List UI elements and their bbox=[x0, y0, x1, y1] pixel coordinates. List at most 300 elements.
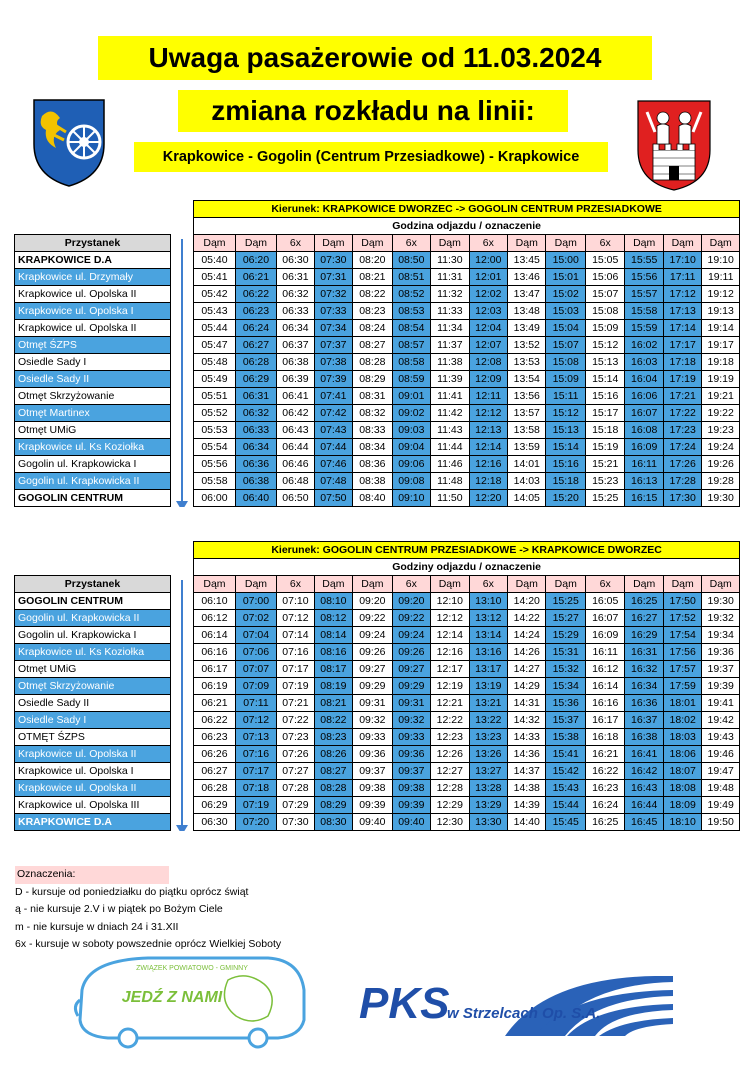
stop-name: Osiedle Sady II bbox=[15, 371, 171, 388]
departure-time: 13:59 bbox=[508, 439, 546, 456]
departure-time: 16:04 bbox=[625, 371, 663, 388]
departure-time: 15:16 bbox=[585, 388, 624, 405]
departure-time: 19:37 bbox=[702, 661, 740, 678]
logo-right-sub-text: w Strzelcach Op. S.A. bbox=[447, 1005, 601, 1022]
departure-time: 08:38 bbox=[353, 473, 392, 490]
departure-time: 07:44 bbox=[314, 439, 352, 456]
legend bbox=[15, 866, 281, 954]
departure-time: 05:47 bbox=[194, 337, 236, 354]
departure-time: 07:41 bbox=[314, 388, 352, 405]
departure-time: 08:40 bbox=[353, 490, 392, 507]
departure-time: 19:50 bbox=[702, 814, 740, 831]
departure-time: 16:11 bbox=[585, 644, 624, 661]
stop-name: Gogolin ul. Krapkowicka I bbox=[15, 627, 171, 644]
departure-time: 05:51 bbox=[194, 388, 236, 405]
departure-time: 12:11 bbox=[469, 388, 507, 405]
departure-time: 16:09 bbox=[585, 627, 624, 644]
departure-time: 08:52 bbox=[392, 286, 430, 303]
departure-time: 15:07 bbox=[585, 286, 624, 303]
departure-time: 13:10 bbox=[469, 593, 507, 610]
departure-time: 08:24 bbox=[353, 320, 392, 337]
stop-name: Gogolin ul. Krapkowicka I bbox=[15, 456, 171, 473]
departure-time: 17:17 bbox=[663, 337, 701, 354]
departure-time: 12:10 bbox=[431, 593, 469, 610]
departure-time: 15:36 bbox=[546, 695, 585, 712]
departure-time: 09:20 bbox=[392, 593, 430, 610]
timetable-outbound bbox=[14, 200, 740, 507]
direction-header: Kierunek: KRAPKOWICE DWORZEC -> GOGOLIN CENTRUM PRZESIADKOWE bbox=[194, 201, 740, 218]
departure-time: 12:07 bbox=[469, 337, 507, 354]
departure-time: 12:22 bbox=[431, 712, 469, 729]
table-row bbox=[15, 780, 740, 797]
departure-time: 06:38 bbox=[235, 473, 277, 490]
departure-time: 18:09 bbox=[663, 797, 701, 814]
departure-time: 16:41 bbox=[625, 746, 663, 763]
table-row bbox=[15, 456, 740, 473]
departure-time: 17:14 bbox=[663, 320, 701, 337]
departure-time: 07:04 bbox=[235, 627, 277, 644]
departure-time: 15:23 bbox=[585, 473, 624, 490]
departure-time: 05:54 bbox=[194, 439, 236, 456]
departure-time: 06:41 bbox=[277, 388, 314, 405]
departure-time: 13:19 bbox=[469, 678, 507, 695]
table-row bbox=[15, 712, 740, 729]
departure-time: 13:48 bbox=[508, 303, 546, 320]
departure-time: 11:44 bbox=[431, 439, 469, 456]
departure-time: 15:06 bbox=[585, 269, 624, 286]
departure-time: 16:06 bbox=[625, 388, 663, 405]
departure-time: 17:52 bbox=[663, 610, 701, 627]
departure-time: 19:49 bbox=[702, 797, 740, 814]
departure-time: 06:10 bbox=[194, 593, 236, 610]
departure-time: 08:59 bbox=[392, 371, 430, 388]
departure-time: 09:39 bbox=[392, 797, 430, 814]
departure-time: 06:33 bbox=[235, 422, 277, 439]
course-marker: Dąm bbox=[314, 576, 352, 593]
course-marker: Dąm bbox=[353, 235, 392, 252]
departure-time: 19:43 bbox=[702, 729, 740, 746]
departure-time: 16:43 bbox=[625, 780, 663, 797]
departure-time: 06:48 bbox=[277, 473, 314, 490]
departure-time: 15:16 bbox=[546, 456, 585, 473]
stop-name: Krapkowice ul. Opolska I bbox=[15, 303, 171, 320]
departure-time: 19:30 bbox=[702, 490, 740, 507]
departure-time: 08:31 bbox=[353, 388, 392, 405]
departure-time: 12:28 bbox=[431, 780, 469, 797]
departure-time: 14:33 bbox=[508, 729, 546, 746]
departure-time: 13:14 bbox=[469, 627, 507, 644]
departure-time: 16:02 bbox=[625, 337, 663, 354]
departure-time: 12:03 bbox=[469, 303, 507, 320]
departure-time: 14:29 bbox=[508, 678, 546, 695]
course-marker: 6x bbox=[585, 235, 624, 252]
departure-time: 08:53 bbox=[392, 303, 430, 320]
departure-time: 08:50 bbox=[392, 252, 430, 269]
departure-time: 08:21 bbox=[314, 695, 352, 712]
departure-time: 06:30 bbox=[194, 814, 236, 831]
legend-item: D - kursuje od poniedziałku do piątku oprócz świąt bbox=[15, 885, 249, 898]
departure-time: 16:21 bbox=[585, 746, 624, 763]
departure-time: 05:44 bbox=[194, 320, 236, 337]
departure-time: 09:32 bbox=[392, 712, 430, 729]
timetable-return bbox=[14, 541, 740, 831]
course-marker: Dąm bbox=[194, 235, 236, 252]
departure-time: 07:18 bbox=[235, 780, 277, 797]
departure-time: 07:33 bbox=[314, 303, 352, 320]
departure-time: 15:37 bbox=[546, 712, 585, 729]
table-row bbox=[15, 371, 740, 388]
table-row bbox=[15, 405, 740, 422]
departure-time: 14:36 bbox=[508, 746, 546, 763]
departure-time: 14:40 bbox=[508, 814, 546, 831]
departure-time: 19:18 bbox=[702, 354, 740, 371]
departure-time: 19:48 bbox=[702, 780, 740, 797]
departure-time: 06:23 bbox=[235, 303, 277, 320]
departure-time: 08:14 bbox=[314, 627, 352, 644]
departure-time: 09:06 bbox=[392, 456, 430, 473]
departure-time: 06:00 bbox=[194, 490, 236, 507]
departure-time: 19:12 bbox=[702, 286, 740, 303]
departure-time: 16:08 bbox=[625, 422, 663, 439]
departure-time: 16:25 bbox=[585, 814, 624, 831]
course-marker: 6x bbox=[469, 235, 507, 252]
departure-time: 05:49 bbox=[194, 371, 236, 388]
departure-time: 18:08 bbox=[663, 780, 701, 797]
departure-time: 07:37 bbox=[314, 337, 352, 354]
departure-time: 11:41 bbox=[431, 388, 469, 405]
departure-time: 12:17 bbox=[431, 661, 469, 678]
departure-time: 11:39 bbox=[431, 371, 469, 388]
departure-time: 06:31 bbox=[277, 269, 314, 286]
course-marker: Dąm bbox=[235, 576, 277, 593]
departure-time: 11:48 bbox=[431, 473, 469, 490]
departure-time: 09:27 bbox=[392, 661, 430, 678]
departure-time: 12:12 bbox=[469, 405, 507, 422]
departure-time: 09:10 bbox=[392, 490, 430, 507]
departure-time: 06:50 bbox=[277, 490, 314, 507]
stop-name: Krapkowice ul. Opolska I bbox=[15, 763, 171, 780]
departure-time: 08:22 bbox=[314, 712, 352, 729]
departure-time: 09:38 bbox=[353, 780, 392, 797]
departure-time: 13:28 bbox=[469, 780, 507, 797]
departure-time: 12:23 bbox=[431, 729, 469, 746]
departure-time: 15:08 bbox=[546, 354, 585, 371]
down-arrow-icon bbox=[181, 239, 183, 503]
departure-time: 08:12 bbox=[314, 610, 352, 627]
departure-time: 13:17 bbox=[469, 661, 507, 678]
departure-time: 15:18 bbox=[585, 422, 624, 439]
departure-time: 06:12 bbox=[194, 610, 236, 627]
departure-time: 09:40 bbox=[353, 814, 392, 831]
departure-time: 19:32 bbox=[702, 610, 740, 627]
legend-item: 6x - kursuje w soboty powszednie oprócz Wielkiej Soboty bbox=[15, 938, 282, 950]
stop-name: Osiedle Sady I bbox=[15, 354, 171, 371]
departure-time: 14:03 bbox=[508, 473, 546, 490]
departure-time: 07:30 bbox=[314, 252, 352, 269]
departure-time: 13:54 bbox=[508, 371, 546, 388]
departure-time: 12:09 bbox=[469, 371, 507, 388]
departure-time: 13:12 bbox=[469, 610, 507, 627]
departure-time: 13:16 bbox=[469, 644, 507, 661]
departure-time: 08:51 bbox=[392, 269, 430, 286]
direction-arrow bbox=[170, 576, 193, 831]
departure-time: 17:59 bbox=[663, 678, 701, 695]
departure-time: 17:54 bbox=[663, 627, 701, 644]
departure-time: 16:36 bbox=[625, 695, 663, 712]
direction-arrow bbox=[170, 235, 193, 507]
departure-time: 09:36 bbox=[353, 746, 392, 763]
departure-time: 19:26 bbox=[702, 456, 740, 473]
departure-time: 16:18 bbox=[585, 729, 624, 746]
departure-time: 17:19 bbox=[663, 371, 701, 388]
departure-time: 16:17 bbox=[585, 712, 624, 729]
departure-time: 07:14 bbox=[277, 627, 314, 644]
departure-time: 09:31 bbox=[392, 695, 430, 712]
table-row bbox=[15, 252, 740, 269]
departure-time: 06:30 bbox=[277, 252, 314, 269]
departure-time: 09:22 bbox=[392, 610, 430, 627]
departure-time: 15:58 bbox=[625, 303, 663, 320]
departure-time: 13:57 bbox=[508, 405, 546, 422]
stop-name: Otmęt Skrzyżowanie bbox=[15, 388, 171, 405]
departure-time: 15:09 bbox=[546, 371, 585, 388]
departure-time: 19:19 bbox=[702, 371, 740, 388]
legend-title: Oznaczenia: bbox=[15, 866, 169, 884]
departure-time: 06:28 bbox=[235, 354, 277, 371]
course-marker: Dąm bbox=[314, 235, 352, 252]
departure-time: 09:29 bbox=[353, 678, 392, 695]
departure-time: 15:05 bbox=[585, 252, 624, 269]
departure-time: 12:14 bbox=[431, 627, 469, 644]
departure-time: 06:34 bbox=[277, 320, 314, 337]
departure-time: 09:24 bbox=[392, 627, 430, 644]
departure-time: 15:43 bbox=[546, 780, 585, 797]
course-marker: Dąm bbox=[235, 235, 277, 252]
departure-time: 19:11 bbox=[702, 269, 740, 286]
departure-time: 12:21 bbox=[431, 695, 469, 712]
departure-subtitle: Godzina odjazdu / oznaczenie bbox=[194, 218, 740, 235]
departure-time: 08:19 bbox=[314, 678, 352, 695]
departure-time: 09:01 bbox=[392, 388, 430, 405]
departure-time: 16:05 bbox=[585, 593, 624, 610]
departure-time: 16:34 bbox=[625, 678, 663, 695]
departure-time: 19:46 bbox=[702, 746, 740, 763]
departure-time: 08:33 bbox=[353, 422, 392, 439]
departure-time: 16:24 bbox=[585, 797, 624, 814]
departure-time: 07:09 bbox=[235, 678, 277, 695]
departure-time: 07:19 bbox=[277, 678, 314, 695]
departure-time: 19:10 bbox=[702, 252, 740, 269]
departure-time: 09:08 bbox=[392, 473, 430, 490]
departure-time: 16:09 bbox=[625, 439, 663, 456]
departure-time: 12:19 bbox=[431, 678, 469, 695]
departure-time: 12:16 bbox=[469, 456, 507, 473]
departure-time: 16:37 bbox=[625, 712, 663, 729]
departure-time: 09:27 bbox=[353, 661, 392, 678]
table-row bbox=[15, 473, 740, 490]
departure-time: 06:31 bbox=[235, 388, 277, 405]
departure-time: 16:42 bbox=[625, 763, 663, 780]
departure-time: 18:07 bbox=[663, 763, 701, 780]
departure-time: 19:42 bbox=[702, 712, 740, 729]
departure-time: 13:53 bbox=[508, 354, 546, 371]
departure-time: 15:07 bbox=[546, 337, 585, 354]
departure-time: 07:17 bbox=[235, 763, 277, 780]
departure-time: 19:24 bbox=[702, 439, 740, 456]
departure-time: 19:22 bbox=[702, 405, 740, 422]
departure-time: 17:28 bbox=[663, 473, 701, 490]
departure-time: 09:36 bbox=[392, 746, 430, 763]
stop-name: Gogolin ul. Krapkowicka II bbox=[15, 473, 171, 490]
departure-time: 07:12 bbox=[277, 610, 314, 627]
departure-time: 17:13 bbox=[663, 303, 701, 320]
departure-time: 06:27 bbox=[235, 337, 277, 354]
departure-time: 09:33 bbox=[353, 729, 392, 746]
departure-time: 16:38 bbox=[625, 729, 663, 746]
departure-time: 15:42 bbox=[546, 763, 585, 780]
departure-time: 06:26 bbox=[194, 746, 236, 763]
departure-time: 12:26 bbox=[431, 746, 469, 763]
stop-name: Otmęt ŚZPS bbox=[15, 337, 171, 354]
departure-time: 07:28 bbox=[277, 780, 314, 797]
table-row bbox=[15, 797, 740, 814]
departure-time: 19:30 bbox=[702, 593, 740, 610]
departure-time: 13:46 bbox=[508, 269, 546, 286]
departure-time: 06:43 bbox=[277, 422, 314, 439]
departure-time: 15:41 bbox=[546, 746, 585, 763]
departure-time: 06:46 bbox=[277, 456, 314, 473]
departure-time: 06:32 bbox=[277, 286, 314, 303]
table-row bbox=[15, 729, 740, 746]
departure-time: 17:11 bbox=[663, 269, 701, 286]
table-row bbox=[15, 354, 740, 371]
departure-time: 07:26 bbox=[277, 746, 314, 763]
departure-time: 08:28 bbox=[353, 354, 392, 371]
departure-time: 17:30 bbox=[663, 490, 701, 507]
departure-time: 11:38 bbox=[431, 354, 469, 371]
departure-time: 07:39 bbox=[314, 371, 352, 388]
departure-time: 12:27 bbox=[431, 763, 469, 780]
departure-time: 07:11 bbox=[235, 695, 277, 712]
stop-name: Osiedle Sady I bbox=[15, 712, 171, 729]
departure-time: 07:07 bbox=[235, 661, 277, 678]
departure-time: 07:48 bbox=[314, 473, 352, 490]
stop-name: OTMĘT ŚZPS bbox=[15, 729, 171, 746]
departure-time: 11:32 bbox=[431, 286, 469, 303]
departure-time: 06:38 bbox=[277, 354, 314, 371]
departure-time: 17:23 bbox=[663, 422, 701, 439]
departure-time: 19:14 bbox=[702, 320, 740, 337]
departure-time: 09:24 bbox=[353, 627, 392, 644]
departure-time: 06:27 bbox=[194, 763, 236, 780]
stop-name: Krapkowice ul. Opolska II bbox=[15, 780, 171, 797]
departure-time: 15:03 bbox=[546, 303, 585, 320]
departure-time: 08:22 bbox=[353, 286, 392, 303]
departure-time: 14:31 bbox=[508, 695, 546, 712]
departure-time: 11:50 bbox=[431, 490, 469, 507]
stop-name: KRAPKOWICE D.A bbox=[15, 252, 171, 269]
departure-time: 17:26 bbox=[663, 456, 701, 473]
departure-time: 08:36 bbox=[353, 456, 392, 473]
departure-time: 06:32 bbox=[235, 405, 277, 422]
departure-time: 14:24 bbox=[508, 627, 546, 644]
departure-time: 12:08 bbox=[469, 354, 507, 371]
departure-time: 06:23 bbox=[194, 729, 236, 746]
departure-time: 07:13 bbox=[235, 729, 277, 746]
course-marker: Dąm bbox=[702, 576, 740, 593]
stop-column-header: Przystanek bbox=[15, 235, 171, 252]
departure-time: 08:32 bbox=[353, 405, 392, 422]
departure-time: 15:57 bbox=[625, 286, 663, 303]
departure-time: 15:45 bbox=[546, 814, 585, 831]
departure-time: 07:23 bbox=[277, 729, 314, 746]
course-marker: 6x bbox=[277, 235, 314, 252]
departure-time: 17:24 bbox=[663, 439, 701, 456]
departure-time: 18:02 bbox=[663, 712, 701, 729]
departure-time: 07:19 bbox=[235, 797, 277, 814]
departure-time: 08:16 bbox=[314, 644, 352, 661]
departure-time: 08:57 bbox=[392, 337, 430, 354]
departure-time: 15:14 bbox=[546, 439, 585, 456]
departure-time: 09:31 bbox=[353, 695, 392, 712]
notice-subtitle: zmiana rozkładu na linii: bbox=[178, 90, 568, 132]
departure-time: 05:56 bbox=[194, 456, 236, 473]
departure-time: 06:39 bbox=[277, 371, 314, 388]
departure-time: 16:27 bbox=[625, 610, 663, 627]
departure-time: 19:23 bbox=[702, 422, 740, 439]
departure-time: 06:29 bbox=[194, 797, 236, 814]
departure-time: 11:33 bbox=[431, 303, 469, 320]
departure-time: 11:37 bbox=[431, 337, 469, 354]
stop-name: Gogolin ul. Krapkowicka II bbox=[15, 610, 171, 627]
departure-time: 14:26 bbox=[508, 644, 546, 661]
departure-time: 08:27 bbox=[314, 763, 352, 780]
departure-time: 11:46 bbox=[431, 456, 469, 473]
departure-time: 18:01 bbox=[663, 695, 701, 712]
down-arrow-icon bbox=[181, 580, 183, 827]
stop-name: Otmęt UMiG bbox=[15, 422, 171, 439]
departure-time: 08:54 bbox=[392, 320, 430, 337]
departure-time: 08:23 bbox=[314, 729, 352, 746]
departure-time: 12:13 bbox=[469, 422, 507, 439]
direction-header: Kierunek: GOGOLIN CENTRUM PRZESIADKOWE -> KRAPKOWICE DWORZEC bbox=[194, 542, 740, 559]
departure-time: 07:42 bbox=[314, 405, 352, 422]
table-row bbox=[15, 286, 740, 303]
course-marker: Dąm bbox=[625, 576, 663, 593]
departure-time: 15:01 bbox=[546, 269, 585, 286]
departure-time: 15:14 bbox=[585, 371, 624, 388]
departure-time: 09:33 bbox=[392, 729, 430, 746]
departure-time: 16:14 bbox=[585, 678, 624, 695]
departure-time: 06:28 bbox=[194, 780, 236, 797]
departure-time: 11:43 bbox=[431, 422, 469, 439]
departure-time: 12:20 bbox=[469, 490, 507, 507]
departure-time: 07:31 bbox=[314, 269, 352, 286]
table-row bbox=[15, 644, 740, 661]
departure-time: 09:26 bbox=[392, 644, 430, 661]
route-name: Krapkowice - Gogolin (Centrum Przesiadkowe) - Krapkowice bbox=[134, 142, 608, 172]
departure-time: 15:19 bbox=[585, 439, 624, 456]
departure-time: 19:21 bbox=[702, 388, 740, 405]
departure-time: 06:33 bbox=[277, 303, 314, 320]
table-row bbox=[15, 763, 740, 780]
departure-time: 15:20 bbox=[546, 490, 585, 507]
departure-time: 09:03 bbox=[392, 422, 430, 439]
departure-time: 15:27 bbox=[546, 610, 585, 627]
departure-time: 17:50 bbox=[663, 593, 701, 610]
table-row bbox=[15, 627, 740, 644]
table-row bbox=[15, 746, 740, 763]
